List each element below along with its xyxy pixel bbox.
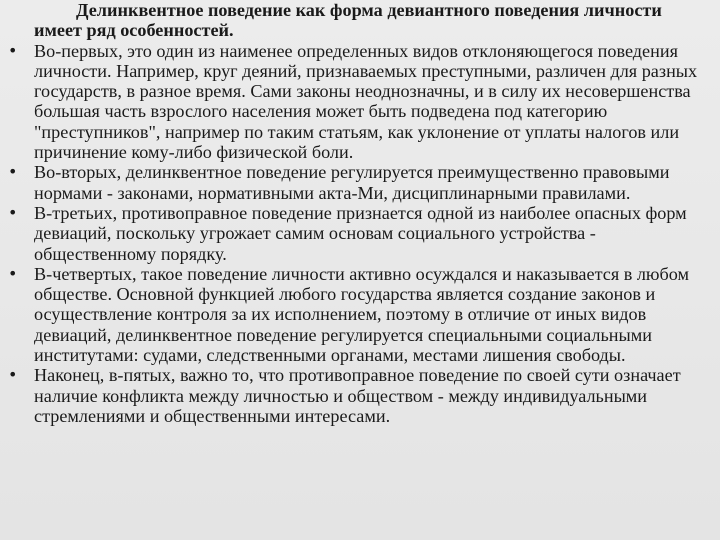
list-item-text: В-четвертых, такое поведение личности активно осуждался и наказывается в любом обществе. Основной функцией любого государства является создание законов и осуществление контроля за их исполнением, поэтому в отличие от иных видов девиаций, делинквентное поведение регулируется специальными социальными институтами: судами, следственными органами, местами лишения свободы. (34, 263, 690, 366)
bullet-icon: • (8, 263, 18, 283)
bullet-list (8, 41, 708, 427)
list-item (8, 162, 708, 203)
list-item-text: В-третьих, противоправное поведение признается одной из наиболее опасных форм девиаций, поскольку угрожает самим основам социального устройства - общественному порядку. (34, 202, 687, 264)
bullet-icon: • (8, 202, 18, 222)
bullet-icon: • (8, 162, 18, 182)
list-item-text: Во-первых, это один из наименее определенных видов отклоняющегося поведения личности. Например, круг деяний, признаваемых преступными, различен для разных государств, в разное время. Сами законы неоднозначны, и в силу их несовершенства большая часть взрослого населения может быть подведена под категорию "преступников", например по таким статьям, как уклонение от уплаты налогов или причинение кому-либо физической боли. (34, 40, 698, 163)
slide-heading: Делинквентное поведение как форма девиантного поведения личности имеет ряд особенностей. (34, 0, 662, 41)
list-item (8, 41, 708, 163)
list-item (8, 365, 708, 426)
bullet-icon: • (8, 40, 18, 60)
slide-content (8, 0, 708, 426)
list-item-text: Во-вторых, делинквентное поведение регулируется преимущественно правовыми нормами - законами, нормативными акта-Ми, дисциплинарными правилами. (34, 162, 670, 203)
list-item (8, 264, 708, 365)
list-item-text: Наконец, в-пятых, важно то, что противоправное поведение по своей сути означает наличие конфликта между личностью и обществом - между индивидуальными стремлениями и общественными интересами. (34, 365, 681, 426)
list-item (8, 203, 708, 264)
bullet-icon: • (8, 365, 18, 385)
